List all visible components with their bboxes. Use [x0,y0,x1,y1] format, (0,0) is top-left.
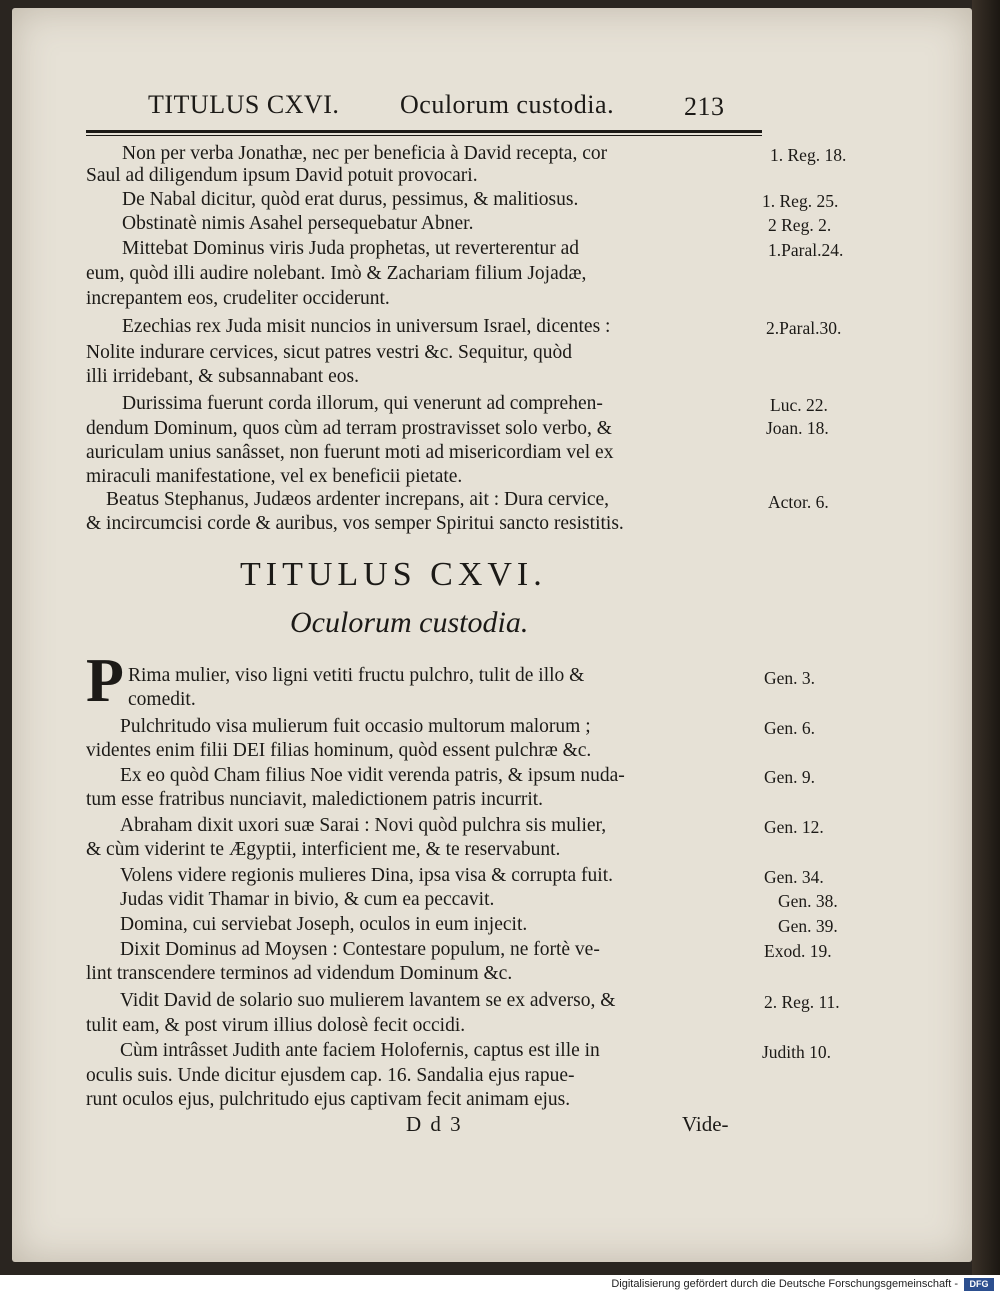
text-line: Judas vidit Thamar in bivio, & cum ea peccavit. [120,889,495,910]
marginal-reference: Exod. 19. [764,941,832,961]
text-line: increpantem eos, crudeliter occiderunt. [86,288,390,309]
text-line: Rima mulier, viso ligni vetiti fructu pulchro, tulit de illo & [128,665,585,686]
marginal-reference: Judith 10. [762,1042,832,1062]
text-line: Ezechias rex Juda misit nuncios in universum Israel, dicentes : [122,316,611,337]
digitization-notice: Digitalisierung gefördert durch die Deutsche Forschungsgemeinschaft - [611,1278,958,1290]
text-line: miraculi manifestatione, vel ex beneficii pietate. [86,466,463,487]
section-title: TITULUS CXVI. [240,556,547,593]
text-line: Ex eo quòd Cham filius Noe vidit verenda patris, & ipsum nuda- [120,765,625,786]
text-line: tum esse fratribus nunciavit, maledictionem patris incurrit. [86,789,544,810]
running-head-title: TITULUS CXVI. [148,90,340,119]
text-line: Mittebat Dominus viris Juda prophetas, ut reverterentur ad [122,238,580,259]
text-line: Obstinatè nimis Asahel persequebatur Abner. [122,213,474,234]
drop-cap: P [86,647,124,715]
text-line: Volens videre regionis mulieres Dina, ipsa visa & corrupta fuit. [120,865,613,886]
marginal-reference: 2.Paral.30. [766,318,842,338]
text-line: lint transcendere terminos ad videndum Dominum &c. [86,963,513,984]
text-line: tulit eam, & post virum illius dolosè fecit occidi. [86,1015,466,1036]
catchword: Vide- [682,1112,729,1136]
marginal-reference: Gen. 39. [778,916,838,936]
marginal-reference: 1. Reg. 18. [770,145,847,165]
text-line: comedit. [128,689,196,710]
text-line: Dixit Dominus ad Moysen : Contestare populum, ne fortè ve- [120,939,600,960]
header-rule [86,130,762,133]
text-line: & incircumcisi corde & auribus, vos semper Spiritui sancto resistitis. [86,513,624,534]
text-line: Saul ad diligendum ipsum David potuit provocari. [86,165,478,186]
text-line: runt oculos ejus, pulchritudo ejus captivam fecit animam ejus. [86,1089,571,1110]
marginal-reference: Gen. 38. [778,891,838,911]
page-number: 213 [684,92,725,121]
text-line: Cùm intrâsset Judith ante faciem Holofernis, captus est ille in [120,1040,600,1061]
text-line: & cùm viderint te Ægyptii, interficient me, & te reservabunt. [86,839,561,860]
marginal-reference: Joan. 18. [766,418,829,438]
marginal-reference: Gen. 12. [764,817,824,837]
text-line: Vidit David de solario suo mulierem lavantem se ex adverso, & [120,990,616,1011]
text-line: Pulchritudo visa mulierum fuit occasio multorum malorum ; [120,716,591,737]
text-line: Abraham dixit uxori suæ Sarai : Novi quòd pulchra sis mulier, [120,815,607,836]
text-line: Nolite indurare cervices, sicut patres vestri &c. Sequitur, quòd [86,342,573,363]
signature-mark: D d 3 [406,1112,463,1136]
text-line: Beatus Stephanus, Judæos ardenter increpans, ait : Dura cervice, [106,489,610,510]
section-subtitle: Oculorum custodia. [290,606,529,639]
marginal-reference: 1. Reg. 25. [762,191,839,211]
text-line: illi irridebant, & subsannabant eos. [86,366,359,387]
header-rule-thin [86,135,762,136]
digitization-footer [0,1275,1000,1295]
marginal-reference: Actor. 6. [768,492,829,512]
dfg-logo: DFG [964,1278,994,1291]
marginal-reference: 2 Reg. 2. [768,215,832,235]
text-line: Domina, cui serviebat Joseph, oculos in eum injecit. [120,914,528,935]
text-line: videntes enim filii DEI filias hominum, quòd essent pulchræ &c. [86,740,592,761]
marginal-reference: Gen. 3. [764,668,816,688]
running-head-subtitle: Oculorum custodia. [400,90,615,119]
text-line: Non per verba Jonathæ, nec per beneficia à David recepta, cor [122,143,608,164]
marginal-reference: Luc. 22. [770,395,828,415]
text-line: dendum Dominum, quos cùm ad terram prostravisset solo verbo, & [86,418,612,439]
marginal-reference: Gen. 6. [764,718,816,738]
marginal-reference: 1.Paral.24. [768,240,844,260]
text-line: Durissima fuerunt corda illorum, qui venerunt ad comprehen- [122,393,603,414]
text-line: auriculam unius sanâsset, non fuerunt moti ad misericordiam vel ex [86,442,614,463]
text-line: oculis suis. Unde dicitur ejusdem cap. 16. Sandalia ejus rapue- [86,1065,575,1086]
marginal-reference: 2. Reg. 11. [764,992,840,1012]
marginal-reference: Gen. 34. [764,867,824,887]
marginal-reference: Gen. 9. [764,767,816,787]
text-line: eum, quòd illi audire nolebant. Imò & Zachariam filium Jojadæ, [86,263,587,284]
text-line: De Nabal dicitur, quòd erat durus, pessimus, & malitiosus. [122,189,579,210]
